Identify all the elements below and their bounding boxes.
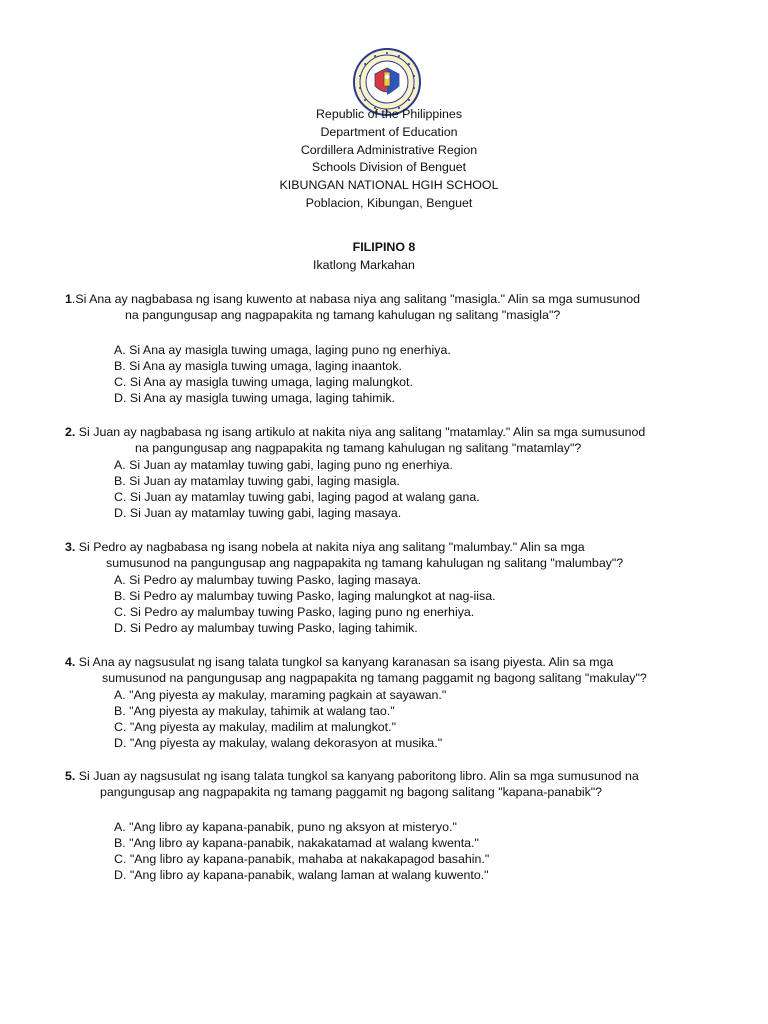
question-text: Si Juan ay nagsusulat ng isang talata tungkol sa kanyang paboritong libro. Alin sa mga sumusunod na [75, 769, 639, 783]
choice-c: C. "Ang libro ay kapana-panabik, mahaba at nakakapagod basahin." [114, 852, 490, 866]
question-2-stem-cont: na pangungusap ang nagpapakita ng tamang kahulugan ng salitang "matamlay"? [135, 441, 582, 455]
question-text: Si Ana ay nagsusulat ng isang talata tungkol sa kanyang karanasan sa isang piyesta. Alin sa mga [75, 655, 614, 669]
subject-title: FILIPINO 8 [352, 240, 416, 254]
header-line-region: Cordillera Administrative Region [300, 142, 478, 157]
choice-b: B. Si Ana ay masigla tuwing umaga, laging inaantok. [114, 359, 402, 373]
choice-a: A. Si Pedro ay malumbay tuwing Pasko, laging masaya. [114, 573, 422, 587]
question-number: 2. [65, 425, 76, 439]
choice-d: D. Si Pedro ay malumbay tuwing Pasko, laging tahimik. [114, 621, 418, 635]
choice-d: D. "Ang libro ay kapana-panabik, walang laman at walang kuwento." [114, 868, 489, 882]
choice-b: B. "Ang piyesta ay makulay, tahimik at walang tao." [114, 704, 395, 718]
choice-c: C. Si Juan ay matamlay tuwing gabi, laging pagod at walang gana. [114, 490, 480, 504]
question-3-stem-cont: sumusunod na pangungusap ang nagpapakita ng tamang kahulugan ng salitang "malumbay"? [106, 556, 624, 570]
choice-c: C. Si Ana ay masigla tuwing umaga, laging malungkot. [114, 375, 413, 389]
question-text: Si Pedro ay nagbabasa ng isang nobela at nakita niya ang salitang "malumbay." Alin sa mga [75, 540, 585, 554]
question-text: Si Juan ay nagbabasa ng isang artikulo at nakita niya ang salitang "matamlay." Alin sa mga sumusunod [75, 425, 646, 439]
header-line-school: KIBUNGAN NATIONAL HGIH SCHOOL [279, 178, 499, 193]
header-line-division: Schools Division of Benguet [311, 160, 467, 175]
header-line-republic: Republic of the Philippines [315, 107, 463, 121]
quarter-label: Ikatlong Markahan [313, 258, 415, 272]
question-4-stem [65, 654, 613, 670]
question-number: 5. [65, 769, 76, 783]
school-header [0, 106, 768, 213]
choice-b: B. Si Pedro ay malumbay tuwing Pasko, laging malungkot at nag-iisa. [114, 589, 496, 603]
question-2-stem [65, 424, 645, 440]
question-3-stem [65, 539, 585, 555]
choice-a: A. "Ang piyesta ay makulay, maraming pagkain at sayawan." [114, 688, 447, 702]
question-text: .Si Ana ay nagbabasa ng isang kuwento at nabasa niya ang salitang "masigla." Alin sa mga sumusunod [71, 292, 641, 306]
choice-a: A. Si Ana ay masigla tuwing umaga, laging puno ng enerhiya. [114, 343, 451, 357]
choice-a: A. Si Juan ay matamlay tuwing gabi, laging puno ng enerhiya. [114, 458, 453, 472]
choice-d: D. Si Ana ay masigla tuwing umaga, laging tahimik. [114, 391, 395, 405]
question-number: 4. [65, 655, 76, 669]
question-1-stem-cont: na pangungusap ang nagpapakita ng tamang kahulugan ng salitang "masigla"? [125, 308, 561, 322]
choice-c: C. Si Pedro ay malumbay tuwing Pasko, laging puno ng enerhiya. [114, 605, 475, 619]
question-number: 3. [65, 540, 76, 554]
header-line-department: Department of Education [320, 124, 458, 139]
choice-c: C. "Ang piyesta ay makulay, madilim at malungkot." [114, 720, 396, 734]
header-line-address: Poblacion, Kibungan, Benguet [305, 195, 473, 210]
question-1-stem [65, 291, 640, 307]
choice-a: A. "Ang libro ay kapana-panabik, puno ng aksyon at misteryo." [114, 820, 457, 834]
choice-d: D. Si Juan ay matamlay tuwing gabi, laging masaya. [114, 506, 402, 520]
choice-b: B. Si Juan ay matamlay tuwing gabi, laging masigla. [114, 474, 400, 488]
choice-b: B. "Ang libro ay kapana-panabik, nakakatamad at walang kwenta." [114, 836, 479, 850]
question-number: 1 [65, 292, 72, 306]
question-4-stem-cont: sumusunod na pangungusap ang nagpapakita ng tamang paggamit ng bagong salitang "makulay"? [102, 671, 647, 685]
question-5-stem [65, 768, 639, 784]
choice-d: D. "Ang piyesta ay makulay, walang dekorasyon at musika." [114, 736, 443, 750]
question-5-stem-cont: pangungusap ang nagpapakita ng tamang paggamit ng bagong salitang "kapana-panabik"? [100, 785, 603, 799]
